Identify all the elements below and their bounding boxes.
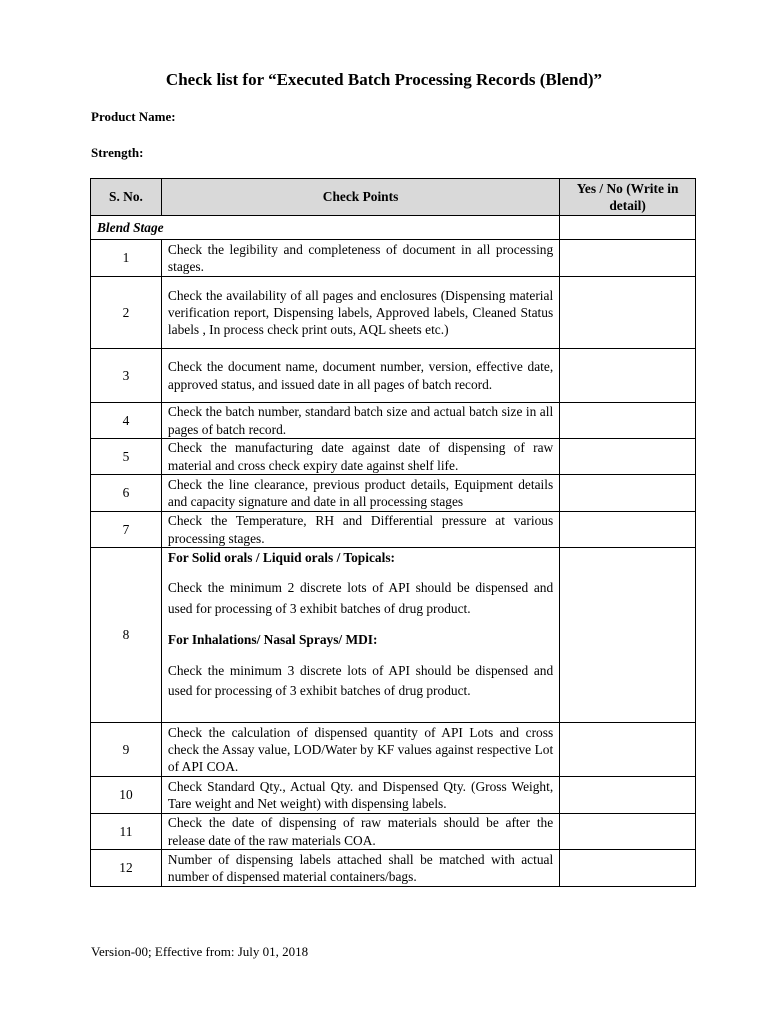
version-footer: Version-00; Effective from: July 01, 2018 bbox=[91, 944, 309, 959]
subheading-solid-orals: For Solid orals / Liquid orals / Topicals: bbox=[167, 550, 395, 565]
header-check-points: Check Points bbox=[161, 179, 559, 216]
table-row bbox=[91, 814, 696, 850]
answer-cell[interactable] bbox=[560, 403, 696, 439]
check-point-paragraph-b: Check the minimum 3 discrete lots of API should be dispensed and used for processing of 3 exhibit batches of drug product. bbox=[167, 662, 554, 699]
table-row bbox=[91, 403, 696, 439]
table-row bbox=[91, 850, 696, 887]
answer-cell[interactable] bbox=[560, 512, 696, 548]
document-title: Check list for “Executed Batch Processing Records (Blend)” bbox=[165, 70, 603, 89]
check-point-text: Check Standard Qty., Actual Qty. and Dispensed Qty. (Gross Weight, Tare weight and Net weight) with dispensing labels. bbox=[161, 777, 559, 814]
answer-cell[interactable] bbox=[560, 349, 696, 403]
answer-cell[interactable] bbox=[560, 814, 696, 850]
answer-cell[interactable] bbox=[560, 548, 696, 723]
row-number: 5 bbox=[91, 439, 162, 475]
table-row bbox=[91, 475, 696, 512]
table-row bbox=[91, 548, 696, 723]
row-number: 10 bbox=[91, 777, 162, 814]
row-number: 2 bbox=[91, 277, 162, 349]
table-row bbox=[91, 439, 696, 475]
answer-cell[interactable] bbox=[560, 216, 696, 240]
check-point-text: Check the document name, document number, version, effective date, approved status, and issued date in all pages of batch record. bbox=[161, 349, 559, 403]
subheading-inhalations: For Inhalations/ Nasal Sprays/ MDI: bbox=[167, 632, 378, 648]
product-name-label: Product Name: bbox=[91, 109, 176, 124]
stage-row bbox=[91, 216, 696, 240]
table-row bbox=[91, 723, 696, 777]
header-yes-no: Yes / No (Write in detail) bbox=[560, 179, 696, 216]
check-point-text: Check the manufacturing date against date of dispensing of raw material and cross check expiry date against shelf life. bbox=[161, 439, 559, 475]
row-number: 12 bbox=[91, 850, 162, 887]
row-number: 3 bbox=[91, 349, 162, 403]
answer-cell[interactable] bbox=[560, 850, 696, 887]
check-point-text: Check the calculation of dispensed quantity of API Lots and cross check the Assay value, LOD/Water by KF values against respective Lot of API COA. bbox=[161, 723, 559, 777]
table-row bbox=[91, 777, 696, 814]
header-sno: S. No. bbox=[91, 179, 162, 216]
check-point-text: Check the legibility and completeness of document in all processing stages. bbox=[161, 240, 559, 277]
answer-cell[interactable] bbox=[560, 277, 696, 349]
check-point-text-multi bbox=[161, 548, 559, 723]
check-point-text: Check the line clearance, previous product details, Equipment details and capacity signature and date in all processing stages bbox=[161, 475, 559, 512]
answer-cell[interactable] bbox=[560, 475, 696, 512]
row-number: 9 bbox=[91, 723, 162, 777]
check-point-text: Check the availability of all pages and enclosures (Dispensing material verification report, Dispensing labels, Approved labels, Cleaned Status labels , In process check print outs, AQL sheets etc.) bbox=[161, 277, 559, 349]
row-number: 7 bbox=[91, 512, 162, 548]
row-number: 4 bbox=[91, 403, 162, 439]
check-point-text: Check the Temperature, RH and Differential pressure at various processing stages. bbox=[161, 512, 559, 548]
answer-cell[interactable] bbox=[560, 240, 696, 277]
check-point-text: Check the date of dispensing of raw materials should be after the release date of the raw materials COA. bbox=[161, 814, 559, 850]
row-number: 8 bbox=[91, 548, 162, 723]
check-point-text: Number of dispensing labels attached shall be matched with actual number of dispensed material containers/bags. bbox=[161, 850, 559, 887]
row-number: 6 bbox=[91, 475, 162, 512]
table-row bbox=[91, 512, 696, 548]
stage-label: Blend Stage bbox=[91, 216, 560, 240]
answer-cell[interactable] bbox=[560, 777, 696, 814]
check-point-text: Check the batch number, standard batch size and actual batch size in all pages of batch record. bbox=[161, 403, 559, 439]
check-point-paragraph-a: Check the minimum 2 discrete lots of API should be dispensed and used for processing of 3 exhibit batches of drug product. bbox=[167, 580, 554, 616]
answer-cell[interactable] bbox=[560, 439, 696, 475]
row-number: 1 bbox=[91, 240, 162, 277]
table-row bbox=[91, 349, 696, 403]
row-number: 11 bbox=[91, 814, 162, 850]
table-row bbox=[91, 277, 696, 349]
checklist-table bbox=[90, 178, 696, 887]
table-header-row bbox=[91, 179, 696, 216]
answer-cell[interactable] bbox=[560, 723, 696, 777]
table-row bbox=[91, 240, 696, 277]
strength-label: Strength: bbox=[91, 145, 144, 160]
